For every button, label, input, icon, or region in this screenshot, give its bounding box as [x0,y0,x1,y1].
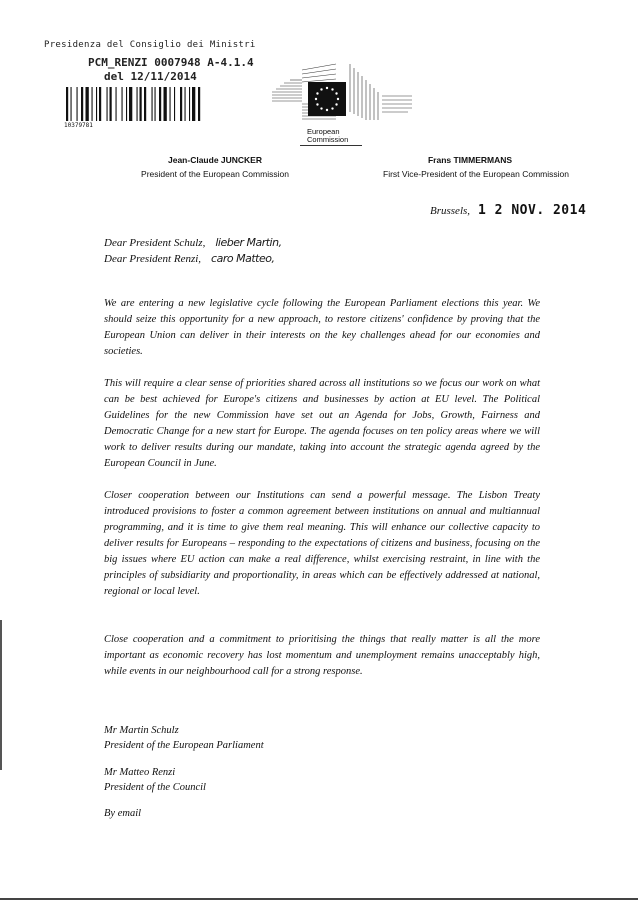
barcode-bar [189,87,190,121]
addressee-name: Mr Matteo Renzi [104,767,176,778]
body-paragraph: Closer cooperation between our Institutions can send a powerful message. The Lisbon Treaty introduced provisions to foster a common agreement between institutions on annual and multiannual programming, and it is time to give them real meaning. This will enhance our collective capacity to deliver results for Europeans – responding to the expectations of citizens and business, focusing on the big issues where EU action can make a real difference, whilst exercising restraint, in line with the principles of subsidiarity and proportionality, in areas which can be effectively addressed at national, regional or local level. [104,490,540,597]
date-stamp: 1 2 NOV. 2014 [478,203,587,218]
barcode-bar [122,87,123,121]
european-commission-logo [272,62,414,138]
barcode-bar [92,87,93,121]
eu-star-icon [335,103,337,105]
addressee-name: Mr Martin Schulz [104,725,179,736]
barcode-bar [66,87,68,121]
scan-edge-mark [0,620,2,770]
addressee-role: President of the European Parliament [104,740,264,751]
salutation-renzi [104,252,274,265]
registry-stamp-date: del 12/11/2014 [104,70,197,83]
barcode-bar [126,87,127,121]
barcode-bar [110,87,112,121]
scan-bottom-edge [0,898,638,900]
barcode-number: 10379781 [64,122,93,129]
barcode-bar [155,87,156,121]
barcode-bar [81,87,83,121]
eu-star-icon [331,107,333,109]
body-paragraph: This will require a clear sense of priorities shared across all institutions so we focus our work on what can be best achieved for Europe's citizens and businesses by action at EU level. The Political Guidelines for the new Commission have set out an Agenda for Jobs, Growth, Fairness and Democratic Change for a new start for Europe. The agenda focuses on ten policy areas where we will work to deliver results during our mandate, taking into account the strategic agenda agreed by the European Council in June. [104,378,540,469]
barcode-bar [164,87,167,121]
body-paragraph: We are entering a new legislative cycle following the European Parliament elections this year. We should seize this opportunity for a new approach, to restore citizens' confidence by proving that the European Union can deliver in their interests on the key challenges ahead for our economies and societies. [104,298,540,357]
barcode-bar [77,87,78,121]
barcode-bar [174,87,175,121]
barcode [66,87,234,121]
eu-star-icon [326,87,328,89]
barcode-bar [86,87,89,121]
salutation-text: Dear President Schulz, [104,237,206,249]
eu-star-icon [326,109,328,111]
handwritten-greeting: lieber Martin, [215,236,282,249]
barcode-bar [144,87,146,121]
eu-star-icon [320,107,322,109]
eu-star-icon [335,92,337,94]
barcode-bar [107,87,108,121]
barcode-bar [180,87,182,121]
eu-star-icon [320,88,322,90]
barcode-bar [116,87,117,121]
delivery-method: By email [104,808,142,819]
salutation-text: Dear President Renzi, [104,253,202,265]
barcode-bar [198,87,200,121]
body-paragraph: Close cooperation and a commitment to prioritising the things that really matter is all the more important as economic recovery has lost momentum and unemployment remains unacceptably high, while events in our neighbourhood call for a strong response. [104,634,540,677]
sender-right-role: First Vice-President of the European Commission [383,169,569,179]
barcode-bar [99,87,101,121]
barcode-bar [96,87,97,121]
barcode-bar [152,87,153,121]
registry-stamp-office: Presidenza del Consiglio dei Ministri [44,40,256,50]
barcode-bar [185,87,186,121]
barcode-bar [71,87,72,121]
place: Brussels, [430,205,471,217]
eu-star-icon [337,98,339,100]
logo-wordmark-line2: Commission [307,135,349,144]
sender-right-name: Frans TIMMERMANS [427,155,513,165]
logo-building-right-icon [350,64,412,120]
barcode-bar [129,87,132,121]
registry-stamp-protocol: PCM_RENZI 0007948 A-4.1.4 [88,56,254,69]
barcode-bar [140,87,142,121]
eu-star-icon [331,88,333,90]
barcode-bar [192,87,195,121]
barcode-bar [170,87,171,121]
logo-wordmark-line1: European [307,127,340,136]
place-date-line [430,203,586,218]
sender-left-name: Jean-Claude JUNCKER [168,155,262,165]
eu-star-icon [316,103,318,105]
barcode-bar [137,87,138,121]
salutation-schulz [104,236,282,249]
eu-star-icon [316,92,318,94]
logo-divider [300,145,362,146]
logo-wordmark [307,128,348,144]
sender-left-role: President of the European Commission [141,169,289,179]
barcode-bar [159,87,161,121]
eu-star-icon [315,98,317,100]
addressee-role: President of the Council [104,782,206,793]
handwritten-greeting: caro Matteo, [211,252,275,265]
